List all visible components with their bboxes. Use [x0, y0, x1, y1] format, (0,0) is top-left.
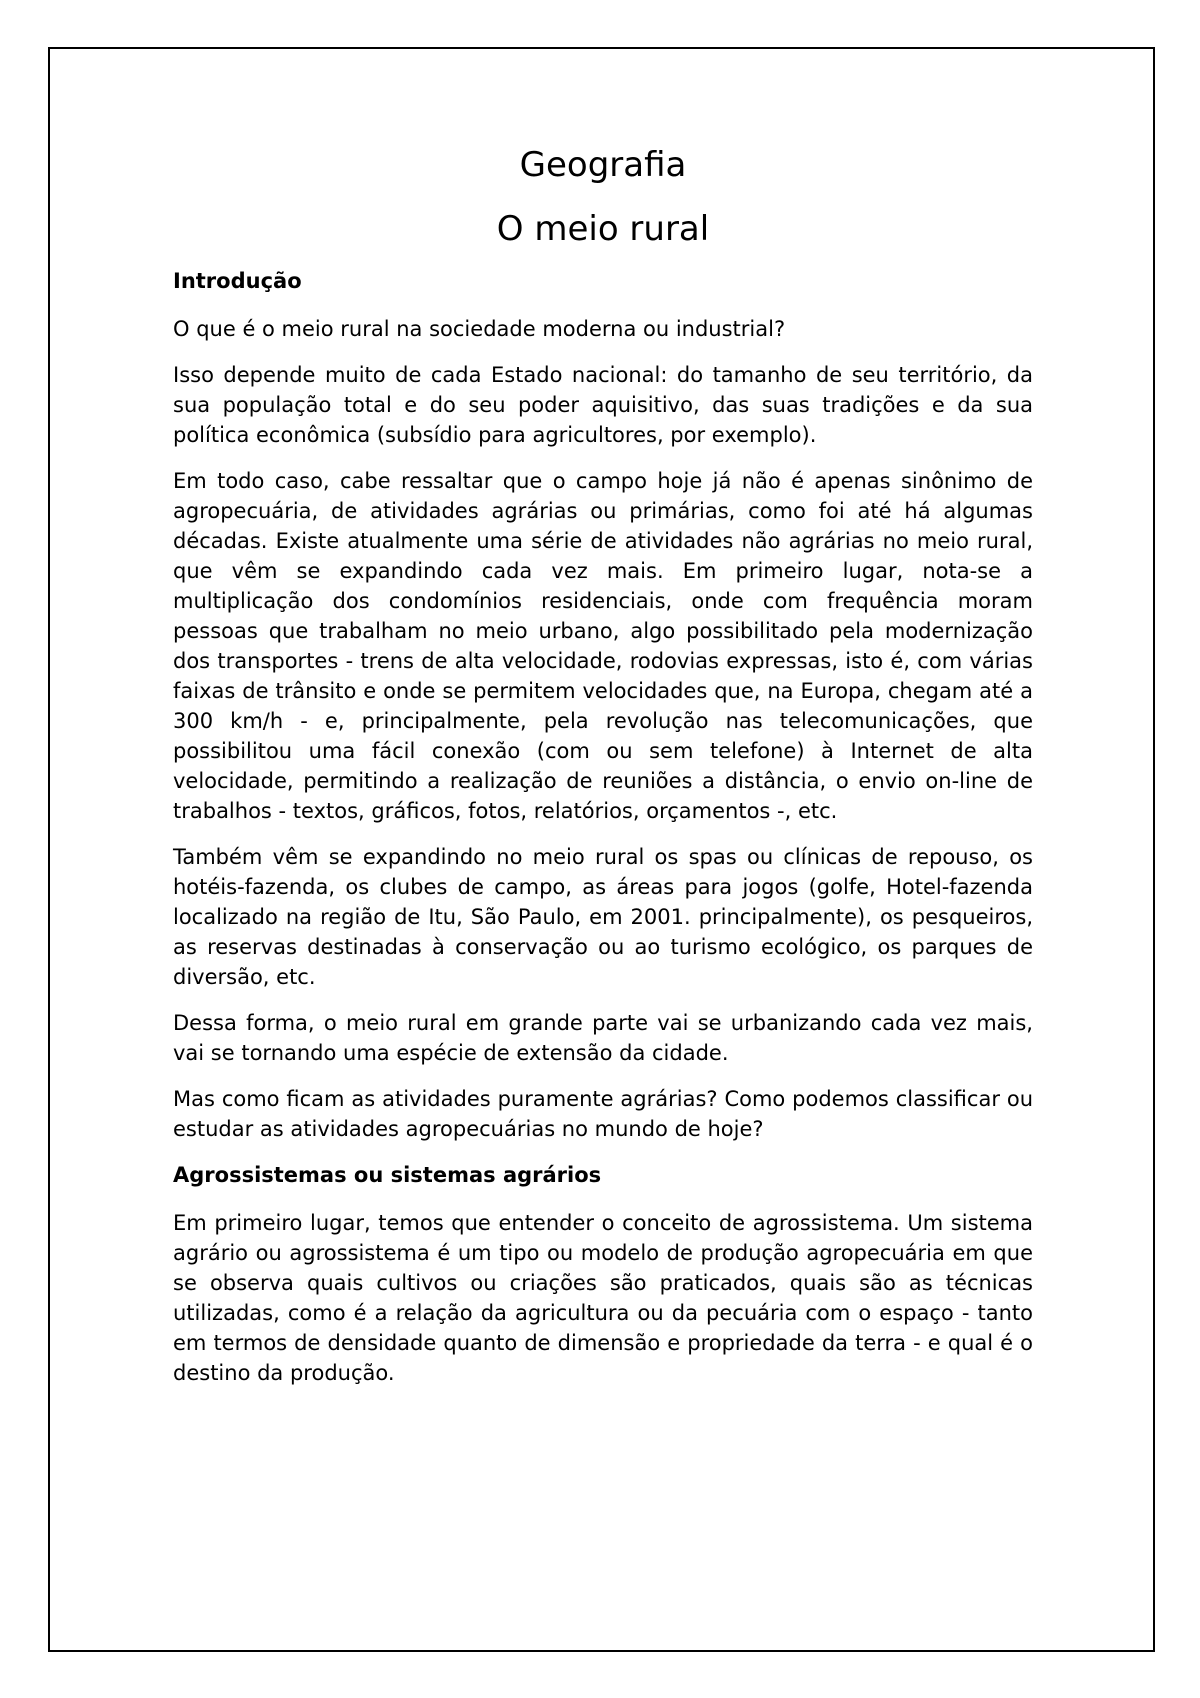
document-title: Geografia	[519, 145, 687, 185]
paragraph: Dessa forma, o meio rural em grande parte vai se urbanizando cada vez mais, vai se tornando uma espécie de extensão da cidade.	[173, 1011, 1033, 1065]
section-heading-introducao: Introdução	[173, 269, 302, 293]
section-heading-agrossistemas: Agrossistemas ou sistemas agrários	[173, 1163, 602, 1187]
paragraph: Isso depende muito de cada Estado nacional: do tamanho de seu território, da sua população total e do seu poder aquisitivo, das suas tradições e da sua política econômica (subsídio para agricultores, por exemplo).	[173, 363, 1033, 447]
paragraph: Em todo caso, cabe ressaltar que o campo hoje já não é apenas sinônimo de agropecuária, de atividades agrárias ou primárias, como foi até há algumas décadas. Existe atualmente uma série de atividades não agrárias no meio rural, que vêm se expandindo cada vez mais. Em primeiro lugar, nota-se a multiplicação dos condomínios residenciais, onde com frequência moram pessoas que trabalham no meio urbano, algo possibilitado pela modernização dos transportes - trens de alta velocidade, rodovias expressas, isto é, com várias faixas de trânsito e onde se permitem velocidades que, na Europa, chegam até a 300 km/h - e, principalmente, pela revolução nas telecomunicações, que possibilitou uma fácil conexão (com ou sem telefone) à Internet de alta velocidade, permitindo a realização de reuniões a distância, o envio on-line de trabalhos - textos, gráficos, fotos, relatórios, orçamentos -, etc.	[173, 469, 1033, 823]
intro-question: O que é o meio rural na sociedade moderna ou industrial?	[173, 317, 786, 341]
paragraph: Também vêm se expandindo no meio rural os spas ou clínicas de repouso, os hotéis-fazenda, os clubes de campo, as áreas para jogos (golfe, Hotel-fazenda localizado na região de Itu, São Paulo, em 2001. principalmente), os pesqueiros, as reservas destinadas à conservação ou ao turismo ecológico, os parques de diversão, etc.	[173, 845, 1033, 989]
paragraph: Mas como ficam as atividades puramente agrárias? Como podemos classificar ou estudar as atividades agropecuárias no mundo de hoje?	[173, 1087, 1033, 1141]
paragraph: Em primeiro lugar, temos que entender o conceito de agrossistema. Um sistema agrário ou agrossistema é um tipo ou modelo de produção agropecuária em que se observa quais cultivos ou criações são praticados, quais são as técnicas utilizadas, como é a relação da agricultura ou da pecuária com o espaço - tanto em termos de densidade quanto de dimensão e propriedade da terra - e qual é o destino da produção.	[173, 1211, 1033, 1385]
document-subtitle: O meio rural	[496, 209, 710, 249]
document-body	[173, 140, 1033, 1404]
